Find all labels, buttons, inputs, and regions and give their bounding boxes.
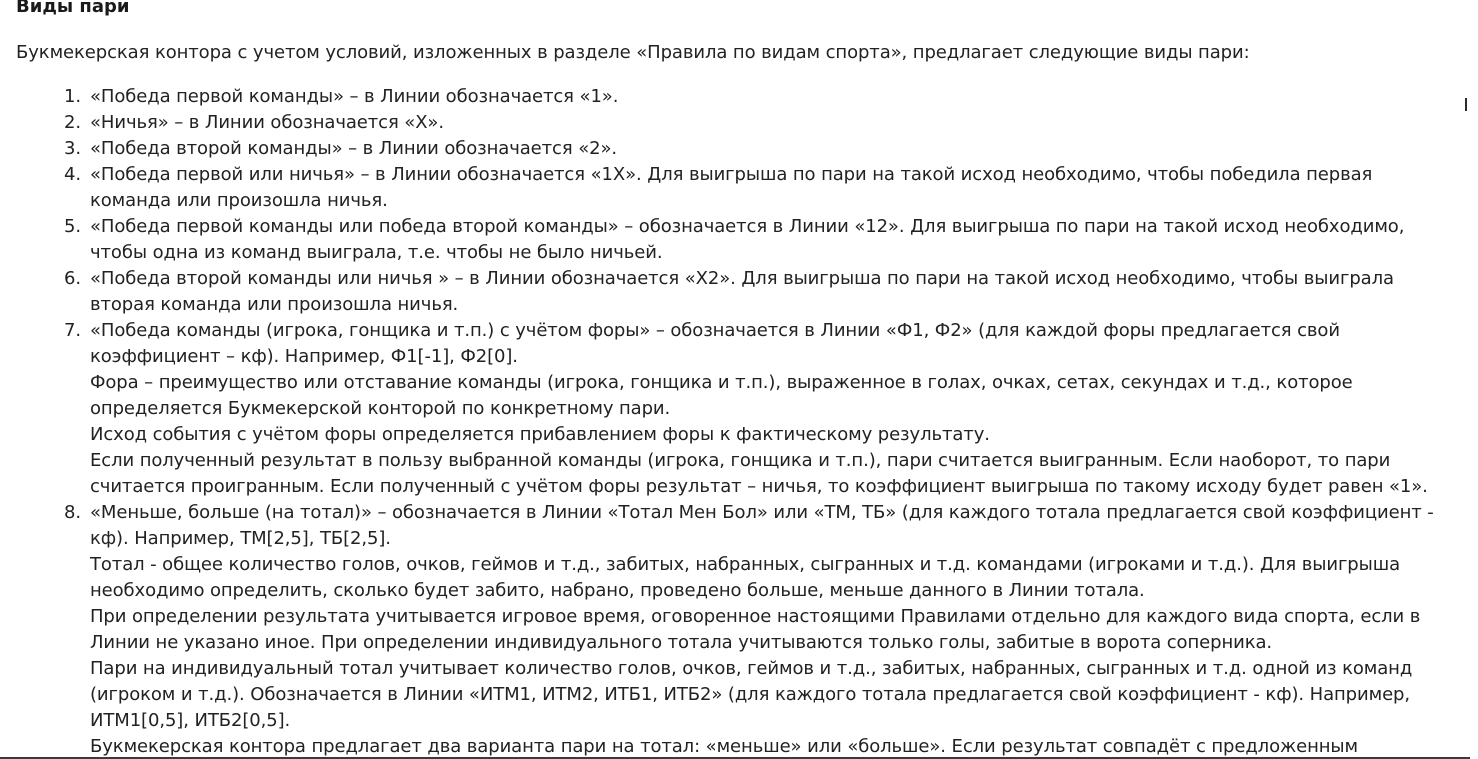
list-item-number: 6.	[64, 268, 81, 289]
page-title: Виды пари	[16, 0, 130, 17]
list-item-number: 5.	[64, 216, 81, 237]
list-item-text-line: «Меньше, больше (на тотал)» – обозначается в Линии «Тотал Мен Бол» или «ТМ, ТБ» (для каждого тотала предлагается свой коэффициент -	[90, 502, 1434, 523]
list-item-text-line: коэффициент – кф). Например, Ф1[-1], Ф2[0].	[90, 346, 518, 367]
list-item	[0, 500, 1464, 759]
list-item-text-line: Если полученный результат в пользу выбранной команды (игрока, гонщика и т.п.), пари считается выигранным. Если наоборот, то пари	[90, 450, 1391, 471]
list-item-number: 3.	[64, 138, 81, 159]
list-item	[0, 266, 1464, 318]
list-item-text-line: «Победа первой команды» – в Линии обозначается «1».	[90, 86, 619, 107]
list-item-text-line: Исход события с учётом форы определяется прибавлением форы к фактическому результату.	[90, 424, 990, 445]
list-item	[0, 84, 1464, 110]
list-item-text-line: необходимо определить, сколько будет забито, набрано, проведено больше, меньше данного в Линии тотала.	[90, 580, 1145, 601]
list-item	[0, 318, 1464, 500]
list-item-text-line: Букмекерская контора предлагает два варианта пари на тотал: «меньше» или «больше». Если результат совпадёт с предложенным	[90, 736, 1359, 757]
list-item-number: 8.	[64, 502, 81, 523]
list-item-number: 1.	[64, 86, 81, 107]
list-item-text-line: Пари на индивидуальный тотал учитывает количество голов, очков, геймов и т.д., забитых, набранных, сыгранных и т.д. одной из команд	[90, 658, 1413, 679]
intro-paragraph: Букмекерская контора с учетом условий, изложенных в разделе «Правила по видам спорта», предлагает следующие виды пари:	[16, 42, 1250, 63]
list-item-text-line: «Ничья» – в Линии обозначается «X».	[90, 112, 444, 133]
bet-types-list	[0, 84, 1464, 759]
scroll-indicator[interactable]	[1465, 98, 1467, 111]
list-item-text-line: «Победа второй команды или ничья » – в Линии обозначается «X2». Для выигрыша по пари на такой исход необходимо, чтобы выиграла	[90, 268, 1394, 289]
list-item	[0, 136, 1464, 162]
list-item-text-line: (игроком и т.д.). Обозначается в Линии «ИТМ1, ИТМ2, ИТБ1, ИТБ2» (для каждого тотала предлагается свой коэффициент - кф). Например,	[90, 684, 1411, 705]
list-item	[0, 214, 1464, 266]
list-item-text-line: «Победа команды (игрока, гонщика и т.п.) с учётом форы» – обозначается в Линии «Ф1, Ф2» (для каждой форы предлагается свой	[90, 320, 1340, 341]
list-item-number: 7.	[64, 320, 81, 341]
list-item-text-line: «Победа первой команды или победа второй команды» – обозначается в Линии «12». Для выигрыша по пари на такой исход необходимо,	[90, 216, 1405, 237]
list-item	[0, 110, 1464, 136]
list-item-text-line: команда или произошла ничья.	[90, 190, 388, 211]
list-item-text-line: вторая команда или произошла ничья.	[90, 294, 459, 315]
list-item-text-line: чтобы одна из команд выиграла, т.е. чтобы не было ничьей.	[90, 242, 663, 263]
list-item-text-line: считается проигранным. Если полученный с учётом форы результат – ничья, то коэффициент выигрыша по такому исходу будет равен «1».	[90, 476, 1428, 497]
list-item-text-line: Линии не указано иное. При определении индивидуального тотала учитываются только голы, забитые в ворота соперника.	[90, 632, 1273, 653]
list-item-text-line: Фора – преимущество или отставание команды (игрока, гонщика и т.п.), выраженное в голах, очках, сетах, секундах и т.д., которое	[90, 372, 1353, 393]
list-item	[0, 162, 1464, 214]
list-item-text-line: ИТМ1[0,5], ИТБ2[0,5].	[90, 710, 291, 731]
list-item-text-line: При определении результата учитывается игровое время, оговоренное настоящими Правилами отдельно для каждого вида спорта, если в	[90, 606, 1421, 627]
list-item-text-line: «Победа второй команды» – в Линии обозначается «2».	[90, 138, 617, 159]
list-item-number: 2.	[64, 112, 81, 133]
list-item-text-line: Тотал - общее количество голов, очков, геймов и т.д., забитых, набранных, сыгранных и т.д. командами (игроками и т.д.). Для выигрыша	[90, 554, 1401, 575]
list-item-text-line: определяется Букмекерской конторой по конкретному пари.	[90, 398, 671, 419]
list-item-text-line: «Победа первой или ничья» – в Линии обозначается «1X». Для выигрыша по пари на такой исход необходимо, чтобы победила первая	[90, 164, 1373, 185]
list-item-text-line: кф). Например, ТМ[2,5], ТБ[2,5].	[90, 528, 391, 549]
list-item-number: 4.	[64, 164, 81, 185]
